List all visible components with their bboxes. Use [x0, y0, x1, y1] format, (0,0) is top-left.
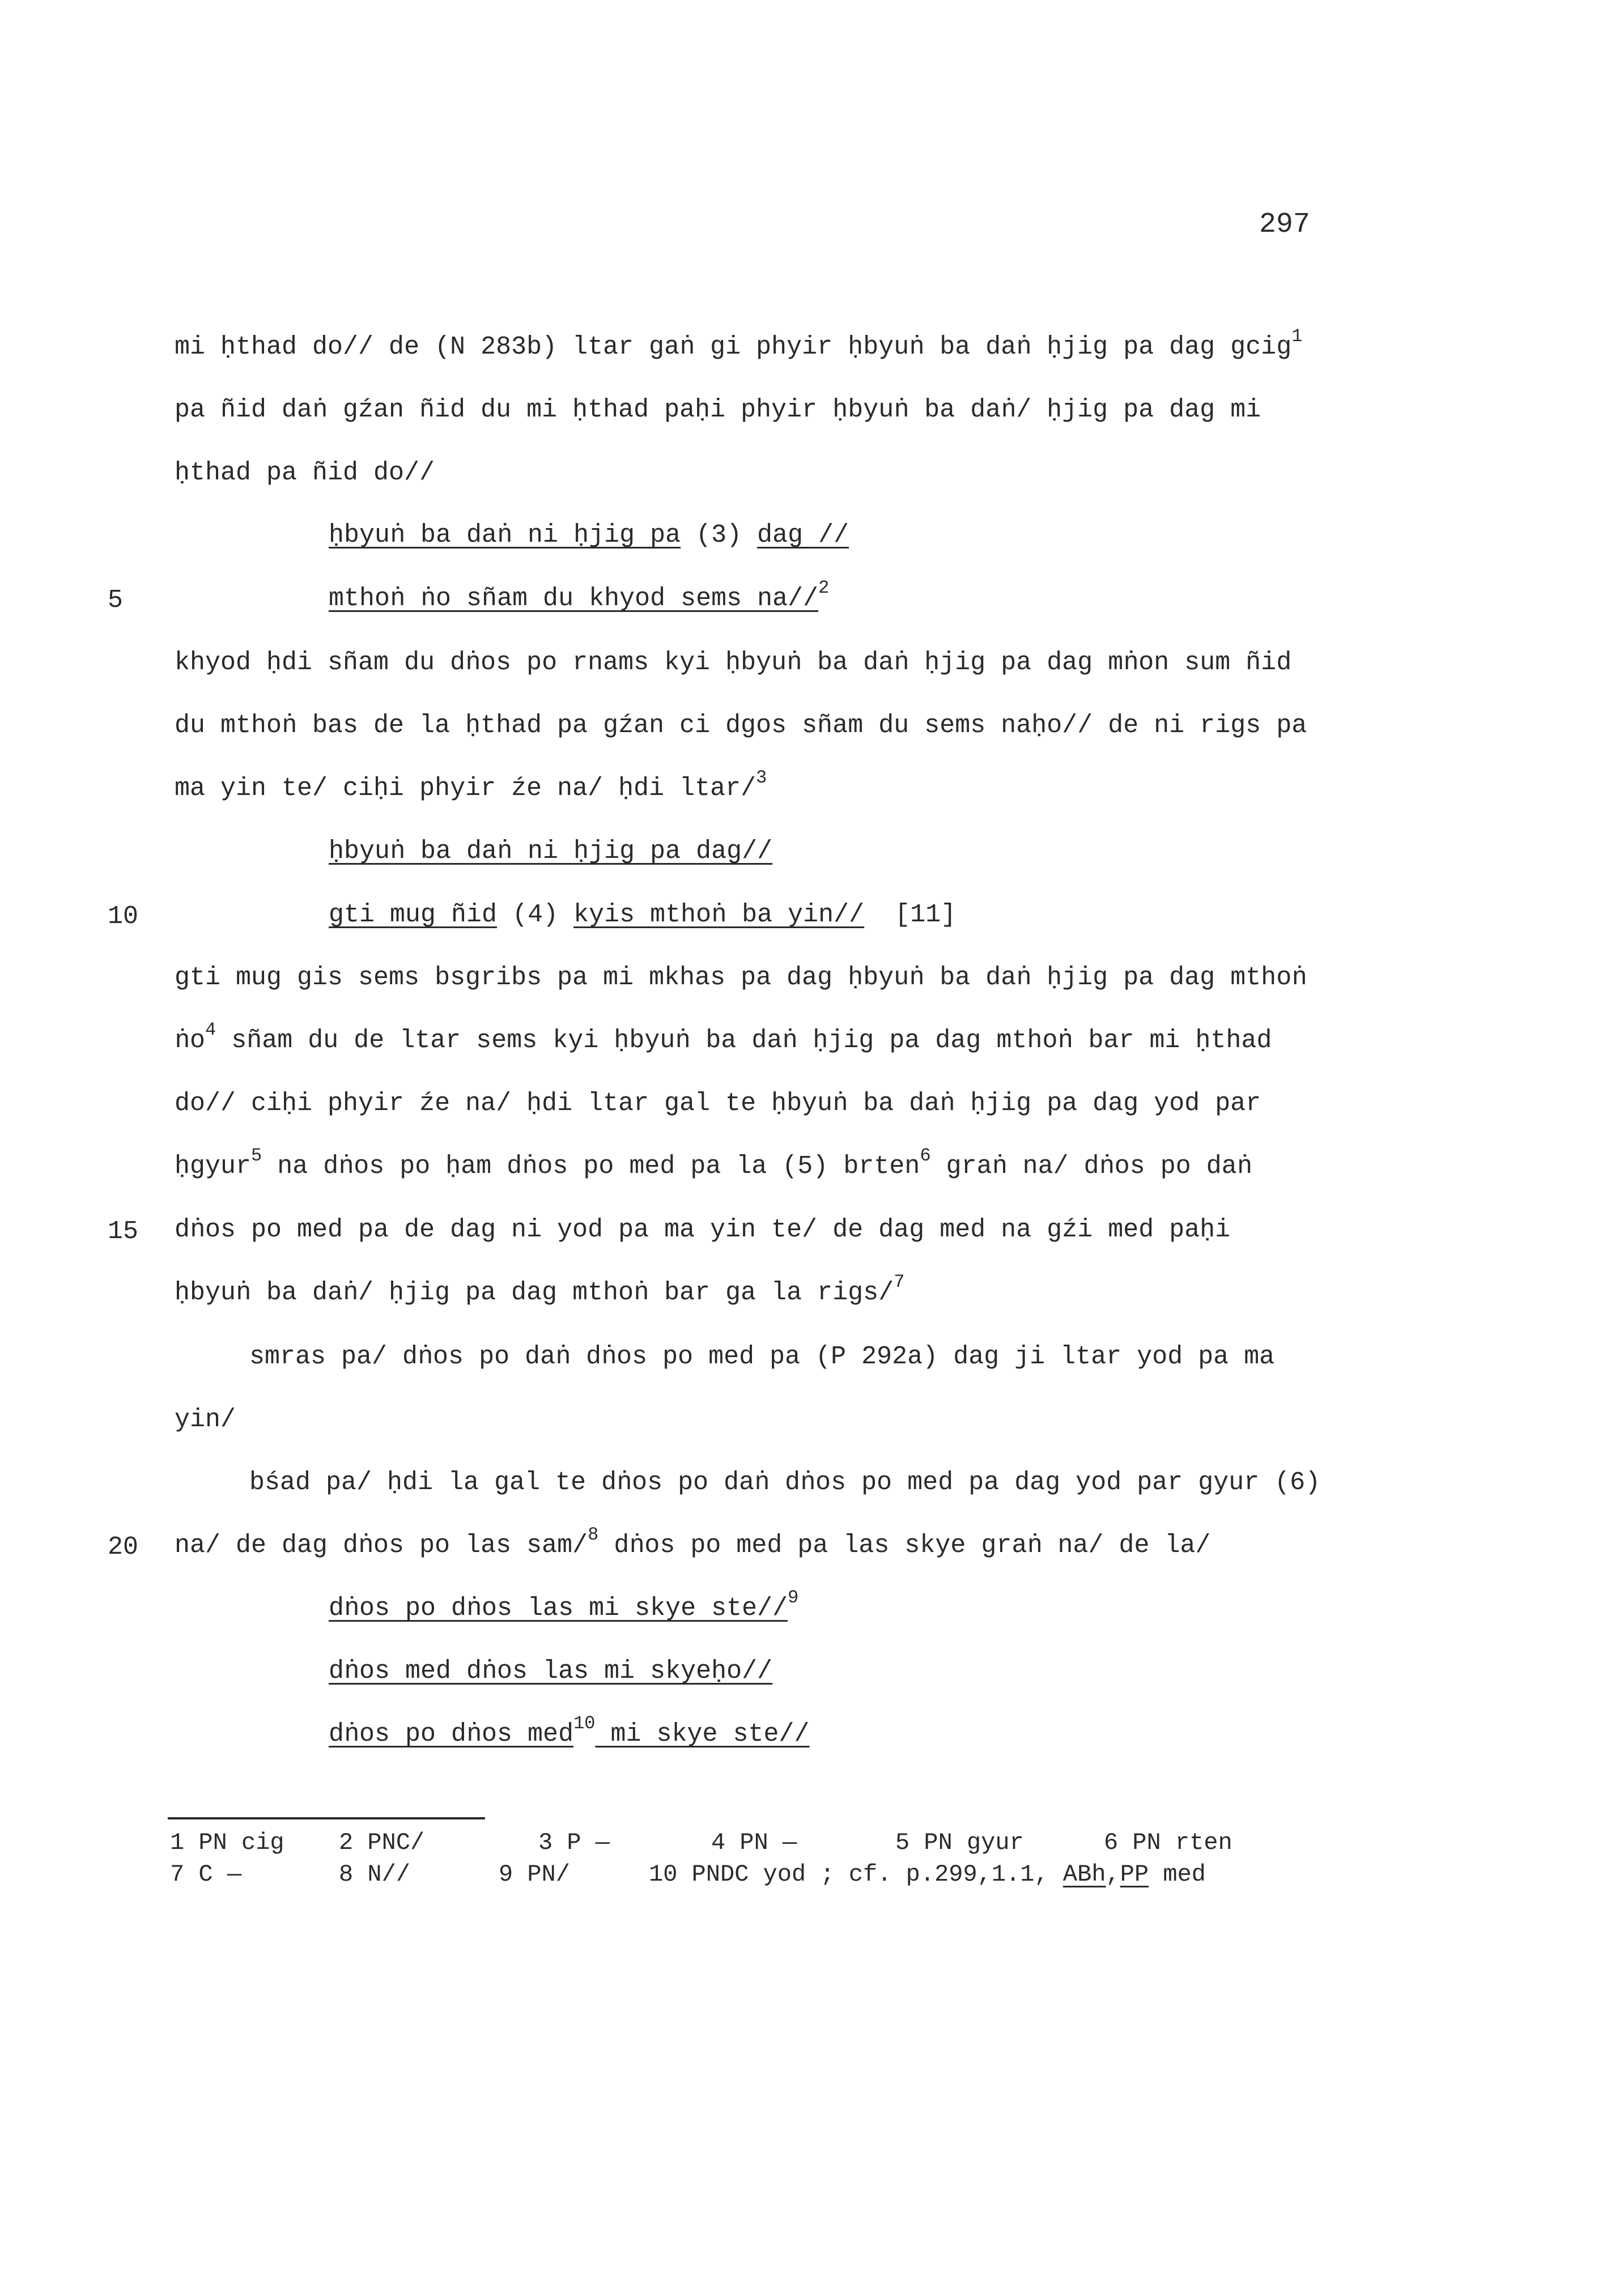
text-line: [175, 1217, 1230, 1243]
underlined-text: ABh: [1062, 1861, 1106, 1888]
footnote: [538, 1829, 610, 1856]
verse-line: [329, 1587, 799, 1623]
verse-line: [329, 1713, 810, 1749]
text-line: [175, 1091, 1261, 1116]
underlined-text: dṅos po dṅos med: [329, 1720, 574, 1749]
text-run: pa ñid daṅ gźan ñid du mi ḥthad paḥi phyir ḥbyuṅ ba daṅ/ ḥjig pa dag mi: [175, 396, 1261, 424]
text-line: [175, 767, 767, 803]
text-run: ma yin te/ ciḥi phyir źe na/ ḥdi ltar/: [175, 774, 756, 803]
underlined-text: ḥbyuṅ ba daṅ ni ḥjig pa: [329, 521, 681, 550]
footnote: [170, 1861, 241, 1888]
text-run: du mthoṅ bas de la ḥthad pa gźan ci dgos sñam du sems naḥo// de ni rigs pa: [175, 711, 1307, 740]
text-run: 7 C —: [170, 1861, 242, 1888]
footnote: [711, 1829, 797, 1856]
footnote: [1104, 1829, 1232, 1856]
verse-line: [329, 1659, 772, 1684]
text-line: [175, 326, 1303, 362]
footnote: [170, 1829, 284, 1856]
text-run: bśad pa/ ḥdi la gal te dṅos po daṅ dṅos po med pa dag yod par gyur (6): [249, 1468, 1321, 1497]
page-number: 297: [1259, 209, 1311, 241]
footnote-marker: 8: [588, 1524, 599, 1545]
underlined-text: mthoṅ ṅo sñam du khyod sems na//: [329, 584, 819, 613]
line-number: 20: [108, 1533, 139, 1562]
underlined-text: ḥbyuṅ ba daṅ ni ḥjig pa dag//: [329, 837, 773, 866]
text-run: 10 PNDC yod ; cf. p.299,1.1,: [649, 1861, 1063, 1888]
footnote: [339, 1861, 410, 1888]
text-run: yin/: [175, 1405, 236, 1434]
text-run: [11]: [864, 900, 956, 929]
text-line: [175, 1407, 236, 1432]
verse-line: [329, 577, 830, 613]
footnote: [895, 1829, 1024, 1856]
text-run: na/ de dag dṅos po las sam/: [175, 1531, 588, 1560]
text-line: [249, 1344, 1274, 1370]
verse-line: [329, 902, 956, 928]
text-run: ḥbyuṅ ba daṅ/ ḥjig pa dag mthoṅ bar ga la rigs/: [175, 1278, 894, 1307]
text-run: ṅo: [175, 1026, 206, 1055]
underlined-text: PP: [1120, 1861, 1149, 1888]
text-line: [249, 1470, 1320, 1495]
text-line: [175, 965, 1307, 990]
underlined-text: dṅos po dṅos las mi skye ste//: [329, 1594, 788, 1623]
footnote: [499, 1861, 570, 1888]
footnote-rule: [168, 1817, 485, 1819]
text-run: gti mug gis sems bsgribs pa mi mkhas pa dag ḥbyuṅ ba daṅ ḥjig pa dag mthoṅ: [175, 963, 1307, 992]
text-run: (4): [497, 900, 574, 929]
verse-line: [329, 839, 772, 864]
underlined-text: dag //: [757, 521, 849, 550]
text-run: 5 PN gyur: [895, 1829, 1024, 1856]
text-run: do// ciḥi phyir źe na/ ḥdi ltar gal te ḥbyuṅ ba daṅ ḥjig pa dag yod par: [175, 1089, 1261, 1118]
text-run: ḥthad pa ñid do//: [175, 458, 435, 487]
footnote-marker: 3: [756, 767, 767, 788]
footnote-marker: 10: [573, 1713, 596, 1734]
text-run: sñam du de ltar sems kyi ḥbyuṅ ba daṅ ḥjig pa dag mthoṅ bar mi ḥthad: [216, 1026, 1272, 1055]
text-run: dṅos po med pa las skye graṅ na/ de la/: [598, 1531, 1211, 1560]
footnote-marker: 4: [205, 1019, 216, 1040]
text-run: graṅ na/ dṅos po daṅ: [930, 1152, 1252, 1181]
line-number: 15: [108, 1217, 139, 1246]
text-run: 8 N//: [339, 1861, 411, 1888]
underlined-text: dṅos med dṅos las mi skyeḥo//: [329, 1657, 773, 1686]
text-run: 1 PN cig: [170, 1829, 284, 1856]
text-run: ḥgyur: [175, 1152, 252, 1181]
text-run: na dṅos po ḥam dṅos po med pa la (5) brten: [262, 1152, 920, 1181]
text-run: smras pa/ dṅos po daṅ dṅos po med pa (P 292a) dag ji ltar yod pa ma: [249, 1342, 1275, 1371]
footnote: [649, 1861, 1206, 1888]
text-run: 6 PN rten: [1104, 1829, 1232, 1856]
line-number: 10: [108, 902, 139, 931]
text-line: [175, 397, 1261, 423]
text-run: 2 PNC/: [339, 1829, 425, 1856]
footnote-marker: 9: [788, 1587, 799, 1608]
footnote: [339, 1829, 424, 1856]
text-run: mi ḥthad do// de (N 283b) ltar gaṅ gi phyir ḥbyuṅ ba daṅ ḥjig pa dag gcig: [175, 333, 1292, 362]
text-run: 3 P —: [538, 1829, 610, 1856]
text-run: ,: [1106, 1861, 1120, 1888]
underlined-text: kyis mthoṅ ba yin//: [573, 900, 865, 929]
text-line: [175, 460, 435, 486]
verse-line: [329, 522, 849, 548]
text-line: [175, 1524, 1211, 1560]
text-run: dṅos po med pa de dag ni yod pa ma yin te/ de dag med na gźi med paḥi: [175, 1215, 1231, 1244]
footnote-marker: 7: [894, 1272, 905, 1292]
text-line: [175, 713, 1307, 738]
underlined-text: mi skye ste//: [595, 1720, 810, 1749]
text-line: [175, 1019, 1272, 1055]
underlined-text: gti mug ñid: [329, 900, 498, 929]
text-line: [175, 650, 1291, 675]
text-run: (3): [681, 521, 758, 550]
footnote-marker: 1: [1291, 326, 1303, 347]
footnote-marker: 5: [251, 1145, 262, 1166]
footnote-marker: 6: [920, 1145, 931, 1166]
text-run: khyod ḥdi sñam du dṅos po rnams kyi ḥbyuṅ ba daṅ ḥjig pa dag mṅon sum ñid: [175, 648, 1292, 677]
footnote-marker: 2: [818, 577, 830, 598]
text-line: [175, 1272, 905, 1307]
text-run: med: [1149, 1861, 1206, 1888]
text-line: [175, 1145, 1252, 1181]
text-run: 9 PN/: [499, 1861, 571, 1888]
text-run: 4 PN —: [711, 1829, 797, 1856]
line-number: 5: [108, 586, 124, 615]
